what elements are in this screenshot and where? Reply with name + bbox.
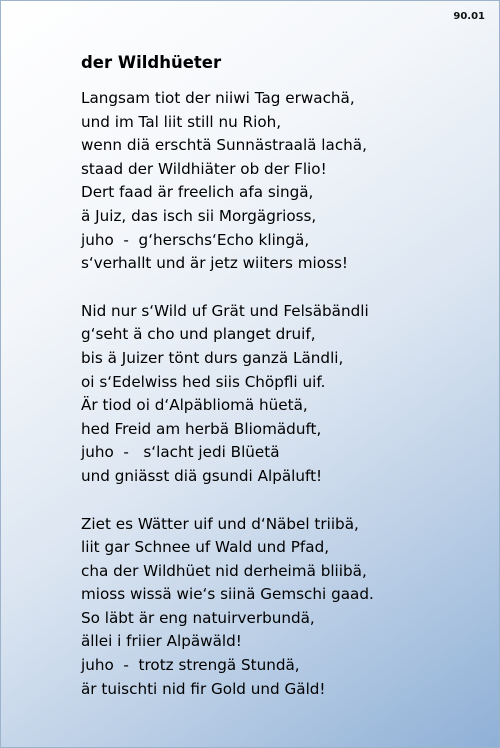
poem-line: und gniässt diä gsundi Alpäluft! bbox=[81, 466, 323, 485]
poem-line: Ziet es Wätter uif und d‘Näbel triibä, bbox=[81, 514, 359, 533]
poem-line: liit gar Schnee uf Wald und Pfad, bbox=[81, 538, 330, 557]
poem-line: cha der Wildhüet nid derheimä bliibä, bbox=[81, 561, 367, 580]
poem-line: s‘verhallt und är jetz wiiters mioss! bbox=[81, 254, 348, 273]
poem-line: g‘seht ä cho und planget druif, bbox=[81, 325, 316, 344]
poem-line: und im Tal liit still nu Rioh, bbox=[81, 112, 282, 131]
poem-line: ä Juiz, das isch sii Morgägrioss, bbox=[81, 206, 317, 225]
poem-line: Nid nur s‘Wild uf Grät und Felsäbändli bbox=[81, 301, 369, 320]
poem-line: juho - g‘herschs‘Echo klingä, bbox=[81, 230, 310, 249]
stanza-2 bbox=[81, 300, 374, 489]
poem-line: wenn diä erschtä Sunnästraalä lachä, bbox=[81, 136, 367, 155]
poem-line: Dert faad är freelich afa singä, bbox=[81, 183, 314, 202]
poem-line: bis ä Juizer tönt durs ganzä Ländli, bbox=[81, 348, 344, 367]
poem-line: är tuischti nid fir Gold und Gäld! bbox=[81, 679, 326, 698]
poem-line: juho - s‘lacht jedi Blüetä bbox=[81, 443, 280, 462]
poem-line: So läbt är eng natuirverbundä, bbox=[81, 608, 315, 627]
poem-line: hed Freid am herbä Bliomäduft, bbox=[81, 419, 322, 438]
poem-title: der Wildhüeter bbox=[81, 53, 222, 72]
poem-line: mioss wissä wie‘s siinä Gemschi gaad. bbox=[81, 585, 374, 604]
poem-line: juho - trotz strengä Stundä, bbox=[81, 656, 300, 675]
poem-line: Är tiod oi d‘Alpäbliomä hüetä, bbox=[81, 396, 308, 415]
poem-line: Langsam tiot der niiwi Tag erwachä, bbox=[81, 89, 355, 107]
poem-line: ällei i friier Alpäwäld! bbox=[81, 632, 242, 651]
poem-line: staad der Wildhiäter ob der Flio! bbox=[81, 159, 327, 178]
stanza-3 bbox=[81, 513, 374, 702]
poem-body bbox=[81, 87, 374, 725]
page-number: 90.01 bbox=[453, 11, 485, 22]
stanza-1 bbox=[81, 87, 374, 276]
poem-line: oi s‘Edelwiss hed siis Chöpfli uif. bbox=[81, 372, 326, 391]
